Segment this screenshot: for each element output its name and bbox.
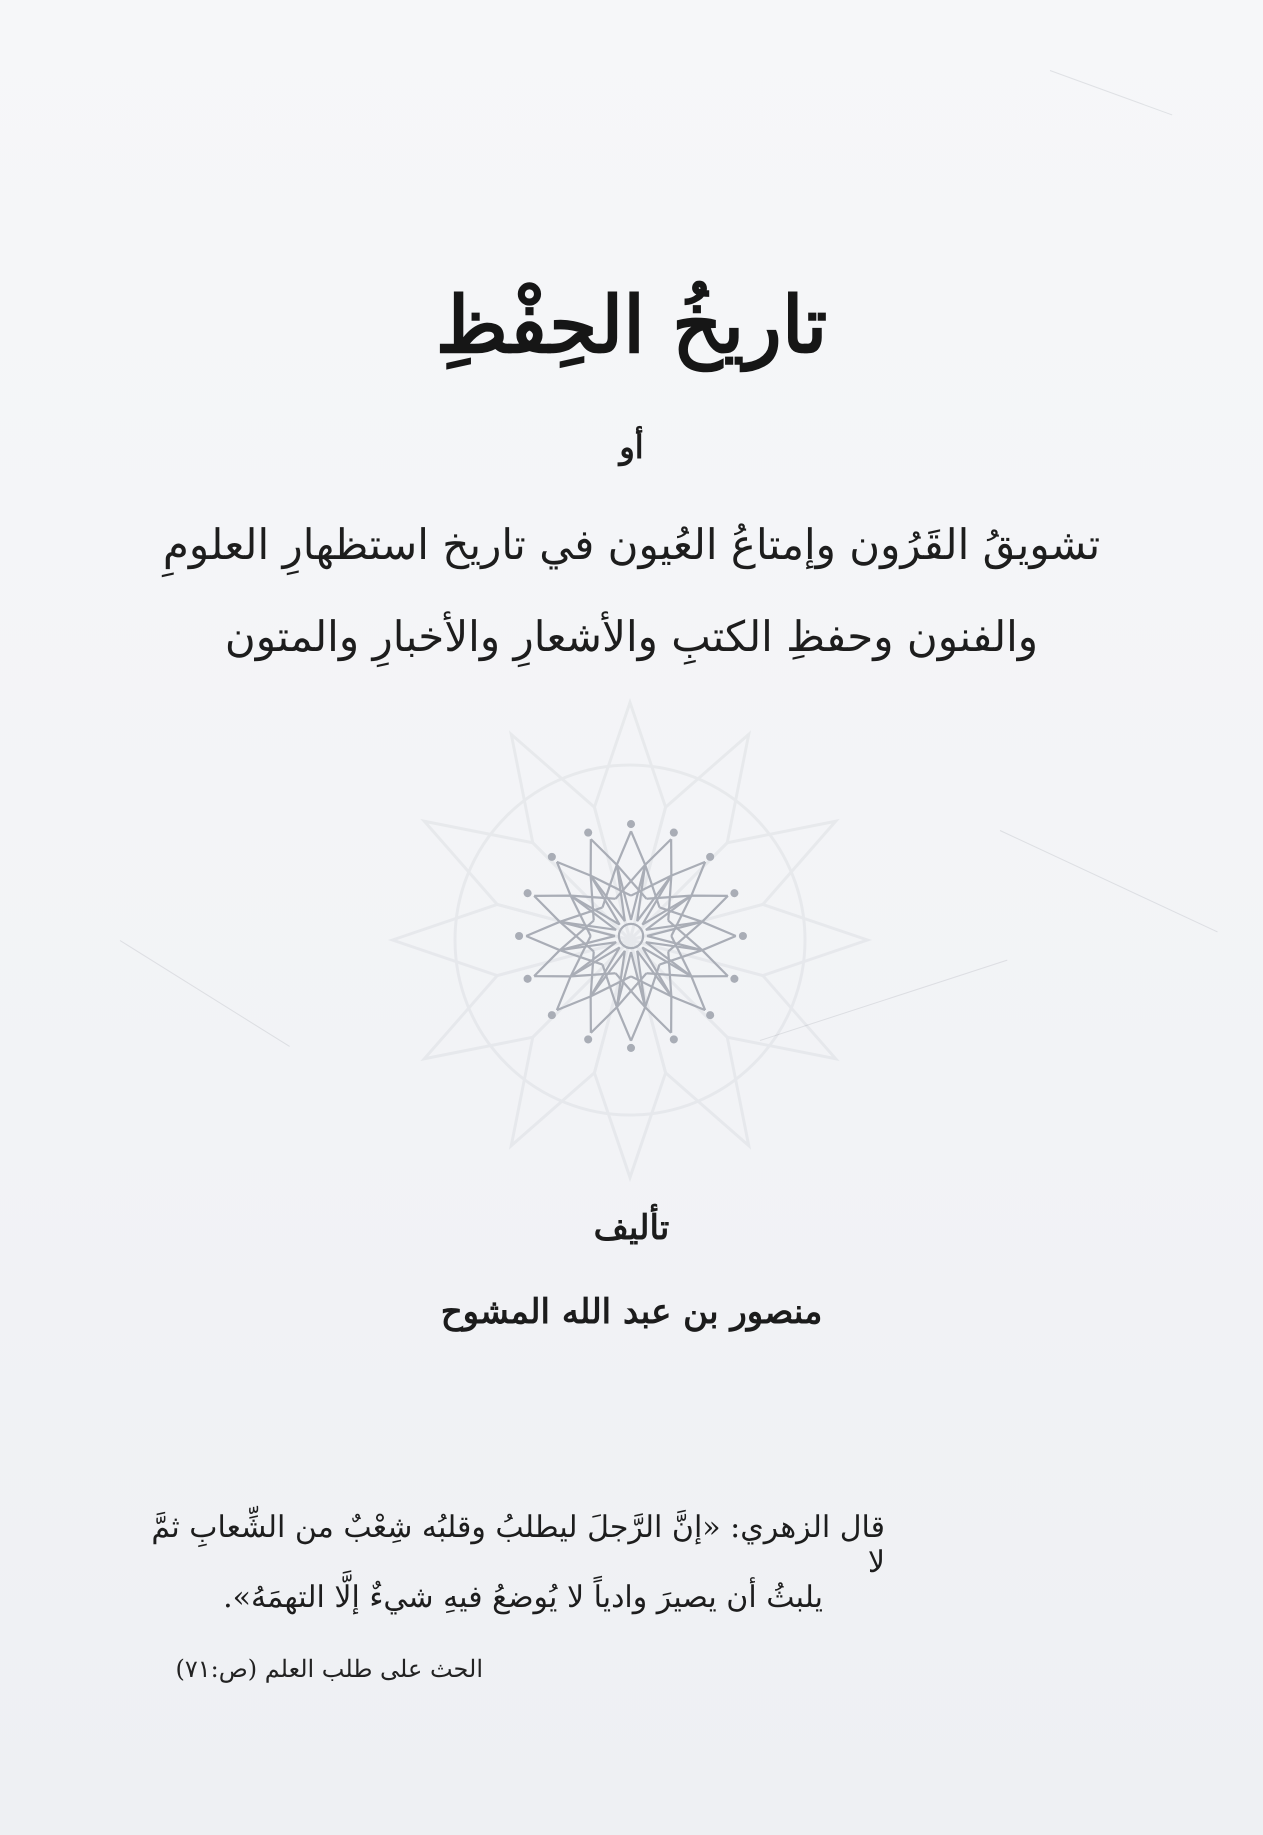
subtitle-line-2: والفنون وحفظِ الكتبِ والأشعارِ والأخبارِ والمتون xyxy=(224,612,1039,661)
ornament-dot xyxy=(706,1011,714,1019)
ornament-dot xyxy=(548,853,556,861)
ornament-spoke xyxy=(557,951,616,1010)
ornament-dot xyxy=(515,932,523,940)
quote-line-2: يلبثُ أن يصيرَ وادياً لا يُوضعُ فيهِ شيءٌ إلَّا التهمَهُ». xyxy=(223,1580,823,1615)
ornament-dot xyxy=(670,1035,678,1043)
ornament-dot xyxy=(706,853,714,861)
book-title: تاريخُ الحِفْظِ xyxy=(435,280,828,371)
or-label: أو xyxy=(619,428,644,466)
ornament-dot xyxy=(524,975,532,983)
ornament-dot xyxy=(584,1035,592,1043)
quote-line-1: قال الزهري: «إنَّ الرَّجلَ ليطلبُ وقلبُه شِعْبٌ من الشِّعابِ ثمَّ لا xyxy=(151,1510,885,1580)
paper-scuff xyxy=(1050,70,1173,115)
ornament-dot xyxy=(524,889,532,897)
paper-scuff xyxy=(1000,830,1218,932)
subtitle-line-1: تشويقُ القَرُون وإمتاعُ العُيون في تاريخ استظهارِ العلومِ xyxy=(162,520,1101,569)
ornament-dot xyxy=(730,889,738,897)
paper-scuff xyxy=(120,940,290,1047)
author-name: منصور بن عبد الله المشوح xyxy=(440,1292,823,1332)
ornament-dot xyxy=(730,975,738,983)
author-label: تأليف xyxy=(593,1208,670,1248)
ornament-dot xyxy=(584,829,592,837)
ornament-dot xyxy=(548,1011,556,1019)
ornament-dot xyxy=(739,932,747,940)
ornament-dot xyxy=(670,829,678,837)
geometric-star-ornament-icon xyxy=(510,815,752,1057)
quote-source: الحث على طلب العلم (ص:٧١) xyxy=(175,1655,483,1683)
ornament-core xyxy=(619,924,643,948)
ornament-dot xyxy=(627,820,635,828)
ornament-spoke xyxy=(557,862,616,921)
ornament-dot xyxy=(627,1044,635,1052)
ornament-spoke xyxy=(646,862,705,921)
ornament-spoke xyxy=(646,951,705,1010)
